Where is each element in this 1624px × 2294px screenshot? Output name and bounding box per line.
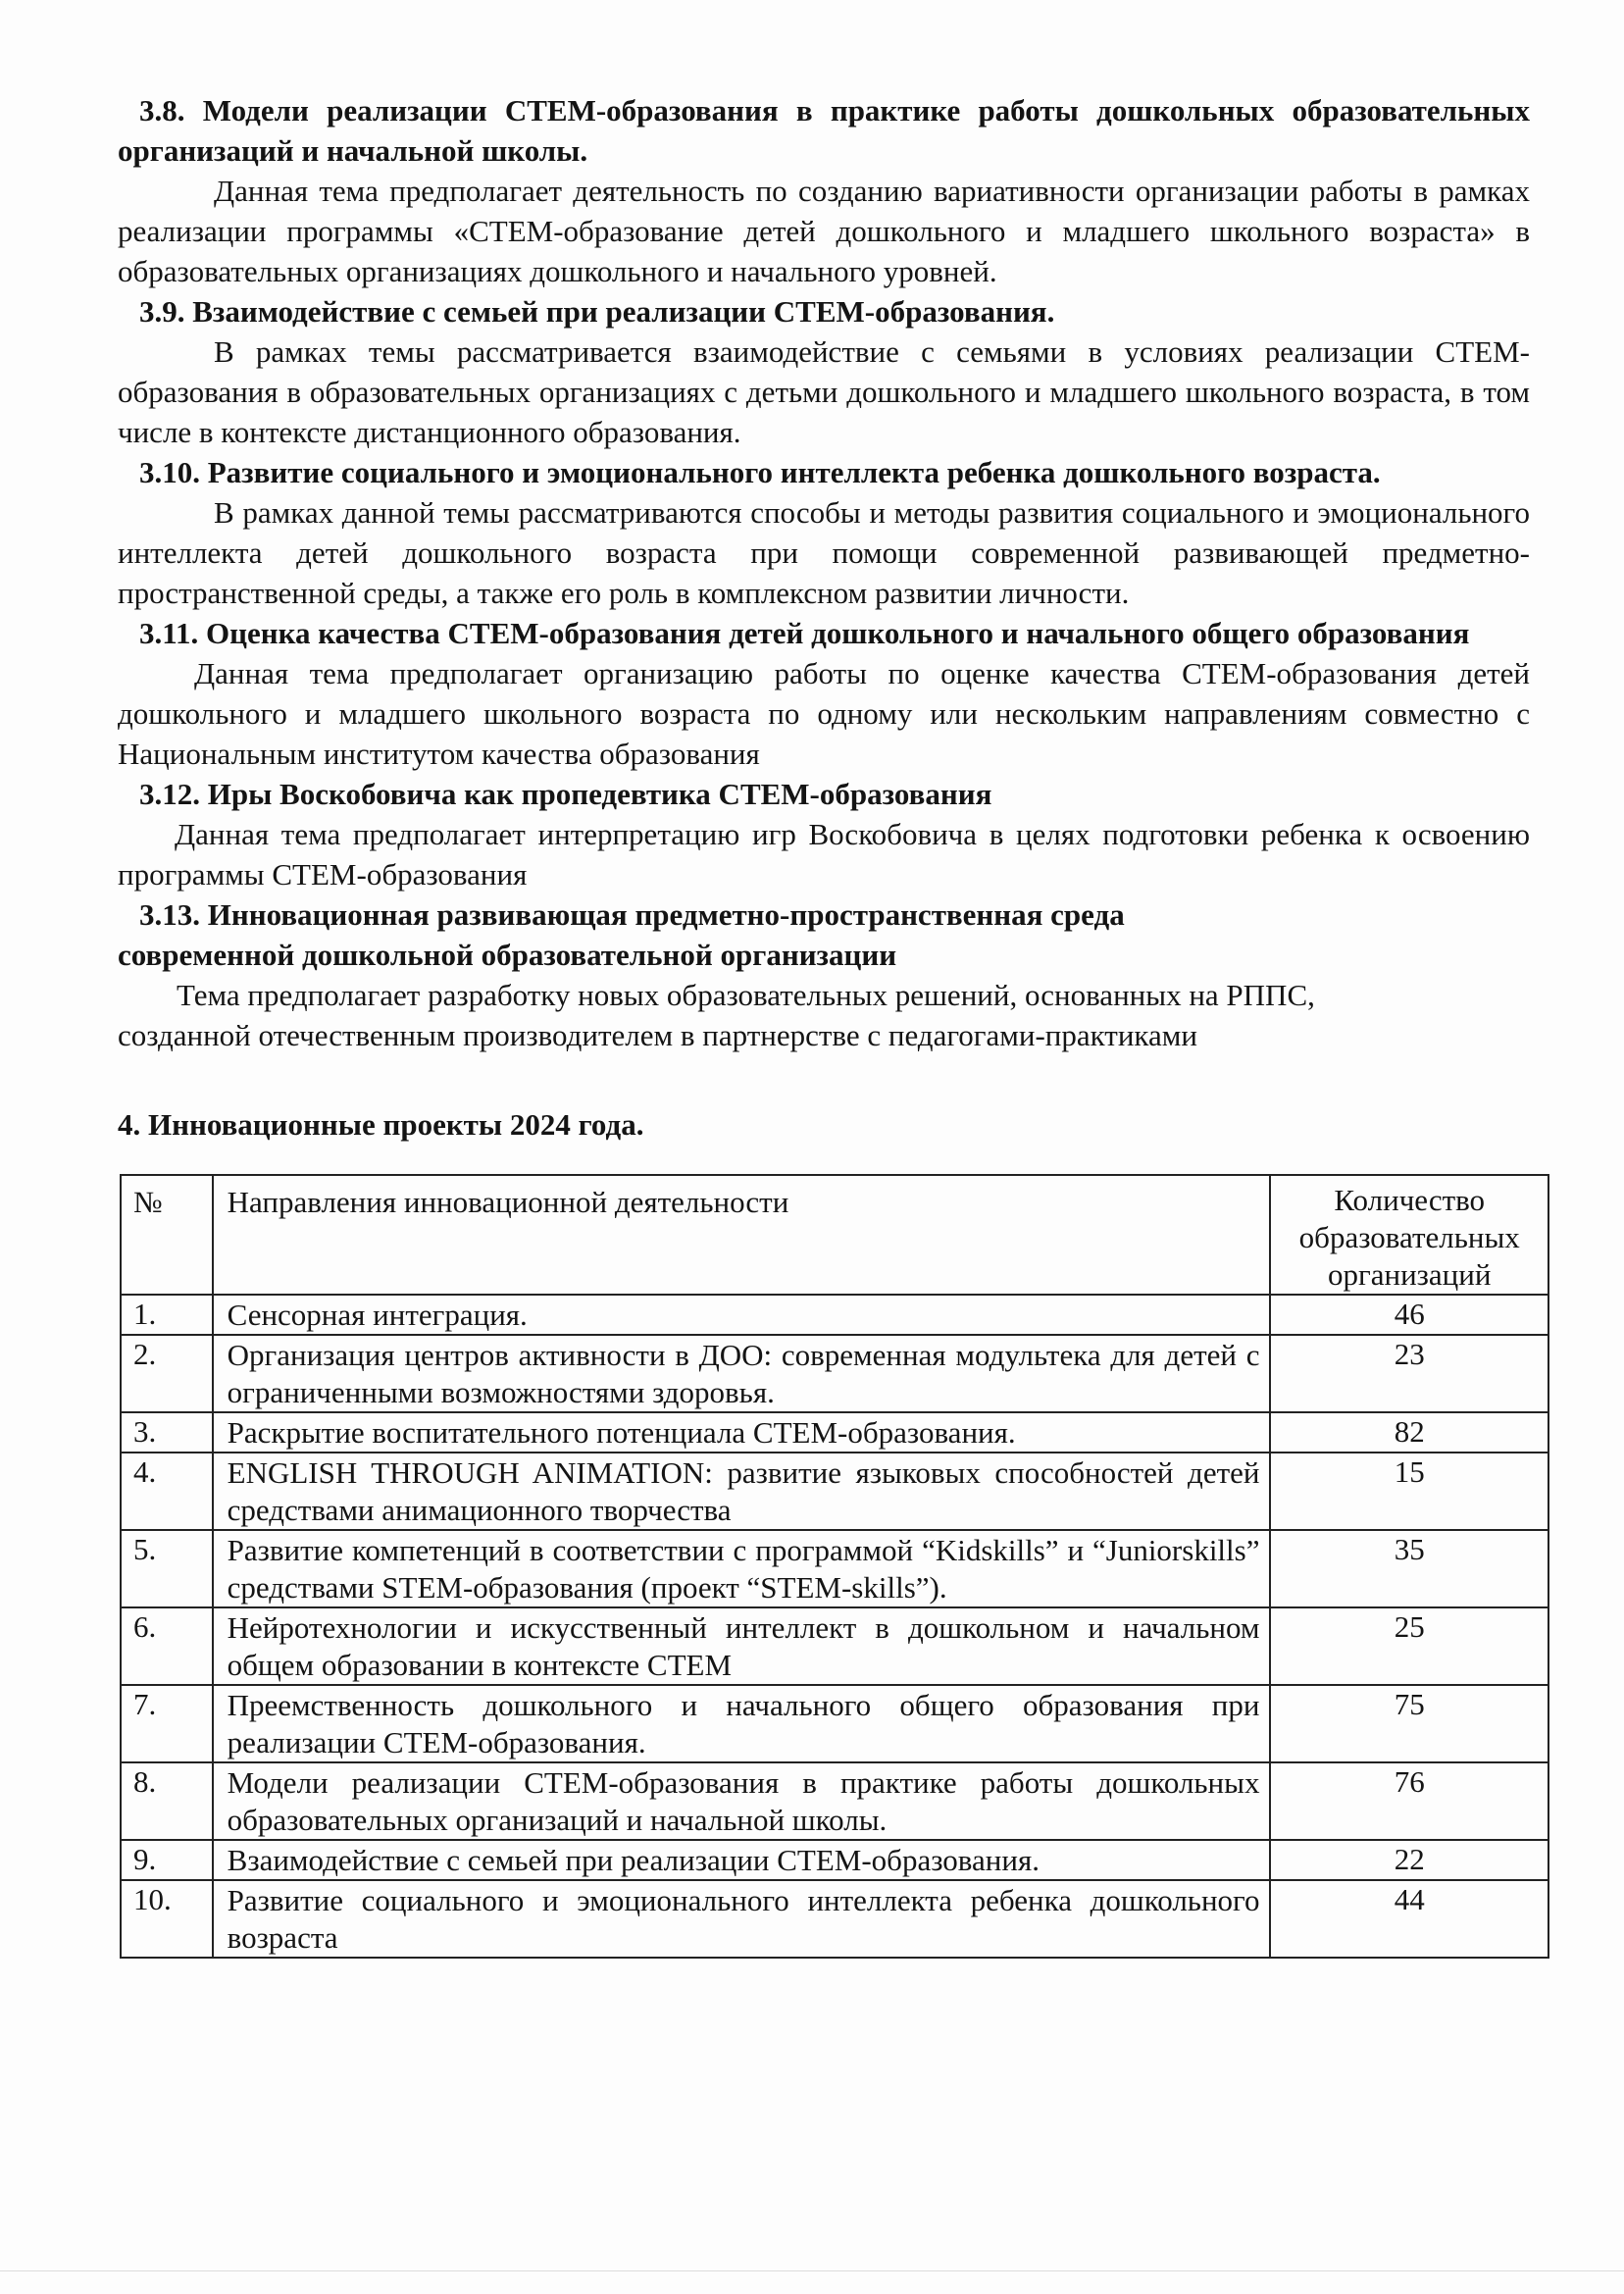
section-text-3-13: Тема предполагает разработку новых образовательных решений, основанных на РППС, созданной отечественным производителем в партнерстве с педагогами-практиками: [118, 978, 1315, 1052]
row-direction: Раскрытие воспитательного потенциала СТЕМ-образования.: [213, 1412, 1271, 1453]
section-heading-3-10: 3.10. Развитие социального и эмоционального интеллекта ребенка дошкольного возраста.: [139, 455, 1381, 489]
row-direction: Организация центров активности в ДОО: современная модультека для детей с ограниченными возможностями здоровья.: [213, 1335, 1271, 1412]
table-row: [121, 1607, 1548, 1685]
table-header-row: [121, 1175, 1548, 1295]
row-count: 82: [1270, 1412, 1548, 1453]
row-direction: Развитие социального и эмоционального интеллекта ребенка дошкольного возраста: [213, 1880, 1271, 1958]
row-num: 6.: [121, 1607, 213, 1685]
header-direction: Направления инновационной деятельности: [213, 1175, 1271, 1295]
projects-table: [120, 1174, 1549, 1959]
page-bottom-divider: [0, 2270, 1624, 2271]
table-row: [121, 1295, 1548, 1335]
row-count: 44: [1270, 1880, 1548, 1958]
table-row: [121, 1840, 1548, 1880]
row-direction: Преемственность дошкольного и начального общего образования при реализации СТЕМ-образования.: [213, 1685, 1271, 1762]
row-direction: Модели реализации СТЕМ-образования в практике работы дошкольных образовательных организаций и начальной школы.: [213, 1762, 1271, 1840]
row-direction: Сенсорная интеграция.: [213, 1295, 1271, 1335]
section-heading-3-11: 3.11. Оценка качества СТЕМ-образования детей дошкольного и начального общего образования: [139, 616, 1470, 650]
row-num: 7.: [121, 1685, 213, 1762]
row-direction: Взаимодействие с семьей при реализации СТЕМ-образования.: [213, 1840, 1271, 1880]
projects-title: 4. Инновационные проекты 2024 года.: [118, 1107, 644, 1142]
section-heading-3-13-line1: 3.13. Инновационная развивающая предметно-пространственная среда: [139, 897, 1125, 932]
section-text-3-12: Данная тема предполагает интерпретацию игр Воскобовича в целях подготовки ребенка к освоению программы СТЕМ-образования: [118, 817, 1530, 892]
document-page: [118, 90, 1530, 1959]
table-row: [121, 1880, 1548, 1958]
section-text-3-8: Данная тема предполагает деятельность по созданию вариативности организации работы в рамках реализации программы «СТЕМ-образование детей дошкольного и младшего школьного возраста» в образовательных организациях дошкольного и начального уровней.: [118, 174, 1530, 288]
table-row: [121, 1685, 1548, 1762]
section-text-3-11: Данная тема предполагает организацию работы по оценке качества СТЕМ-образования детей дошкольного и младшего школьного возраста по одному или нескольким направлениям совместно с Национальным институтом качества образования: [118, 656, 1530, 771]
row-num: 3.: [121, 1412, 213, 1453]
row-num: 1.: [121, 1295, 213, 1335]
row-direction: Нейротехнологии и искусственный интеллект в дошкольном и начальном общем образовании в контексте СТЕМ: [213, 1607, 1271, 1685]
row-count: 35: [1270, 1530, 1548, 1607]
section-heading-3-13-line2: современной дошкольной образовательной организации: [118, 938, 897, 972]
header-count: Количество образовательных организаций: [1270, 1175, 1548, 1295]
section-heading-3-12: 3.12. Иры Воскобовича как пропедевтика СТЕМ-образования: [139, 777, 992, 811]
row-num: 8.: [121, 1762, 213, 1840]
row-count: 23: [1270, 1335, 1548, 1412]
row-count: 46: [1270, 1295, 1548, 1335]
section-text-3-9: В рамках темы рассматривается взаимодействие с семьями в условиях реализации СТЕМ-образования в образовательных организациях с детьми дошкольного и младшего школьного возраста, в том числе в контексте дистанционного образования.: [118, 334, 1530, 449]
table-row: [121, 1762, 1548, 1840]
row-count: 76: [1270, 1762, 1548, 1840]
section-heading-3-9: 3.9. Взаимодействие с семьей при реализации СТЕМ-образования.: [139, 294, 1055, 329]
row-num: 2.: [121, 1335, 213, 1412]
table-row: [121, 1453, 1548, 1530]
row-count: 22: [1270, 1840, 1548, 1880]
row-num: 4.: [121, 1453, 213, 1530]
table-row: [121, 1335, 1548, 1412]
header-num: №: [121, 1175, 213, 1295]
table-row: [121, 1412, 1548, 1453]
section-text-3-10: В рамках данной темы рассматриваются способы и методы развития социального и эмоционального интеллекта детей дошкольного возраста при помощи современной развивающей предметно-пространственной среды, а также его роль в комплексном развитии личности.: [118, 495, 1530, 610]
row-num: 5.: [121, 1530, 213, 1607]
row-num: 10.: [121, 1880, 213, 1958]
section-heading-3-8: 3.8. Модели реализации СТЕМ-образования в практике работы дошкольных образовательных организаций и начальной школы.: [118, 93, 1530, 168]
row-num: 9.: [121, 1840, 213, 1880]
row-count: 25: [1270, 1607, 1548, 1685]
row-count: 15: [1270, 1453, 1548, 1530]
row-count: 75: [1270, 1685, 1548, 1762]
table-row: [121, 1530, 1548, 1607]
row-direction: Развитие компетенций в соответствии с программой “Kidskills” и “Juniorskills” средствами STEM-образования (проект “STEM-skills”).: [213, 1530, 1271, 1607]
row-direction: ENGLISH THROUGH ANIMATION: развитие языковых способностей детей средствами анимационного творчества: [213, 1453, 1271, 1530]
